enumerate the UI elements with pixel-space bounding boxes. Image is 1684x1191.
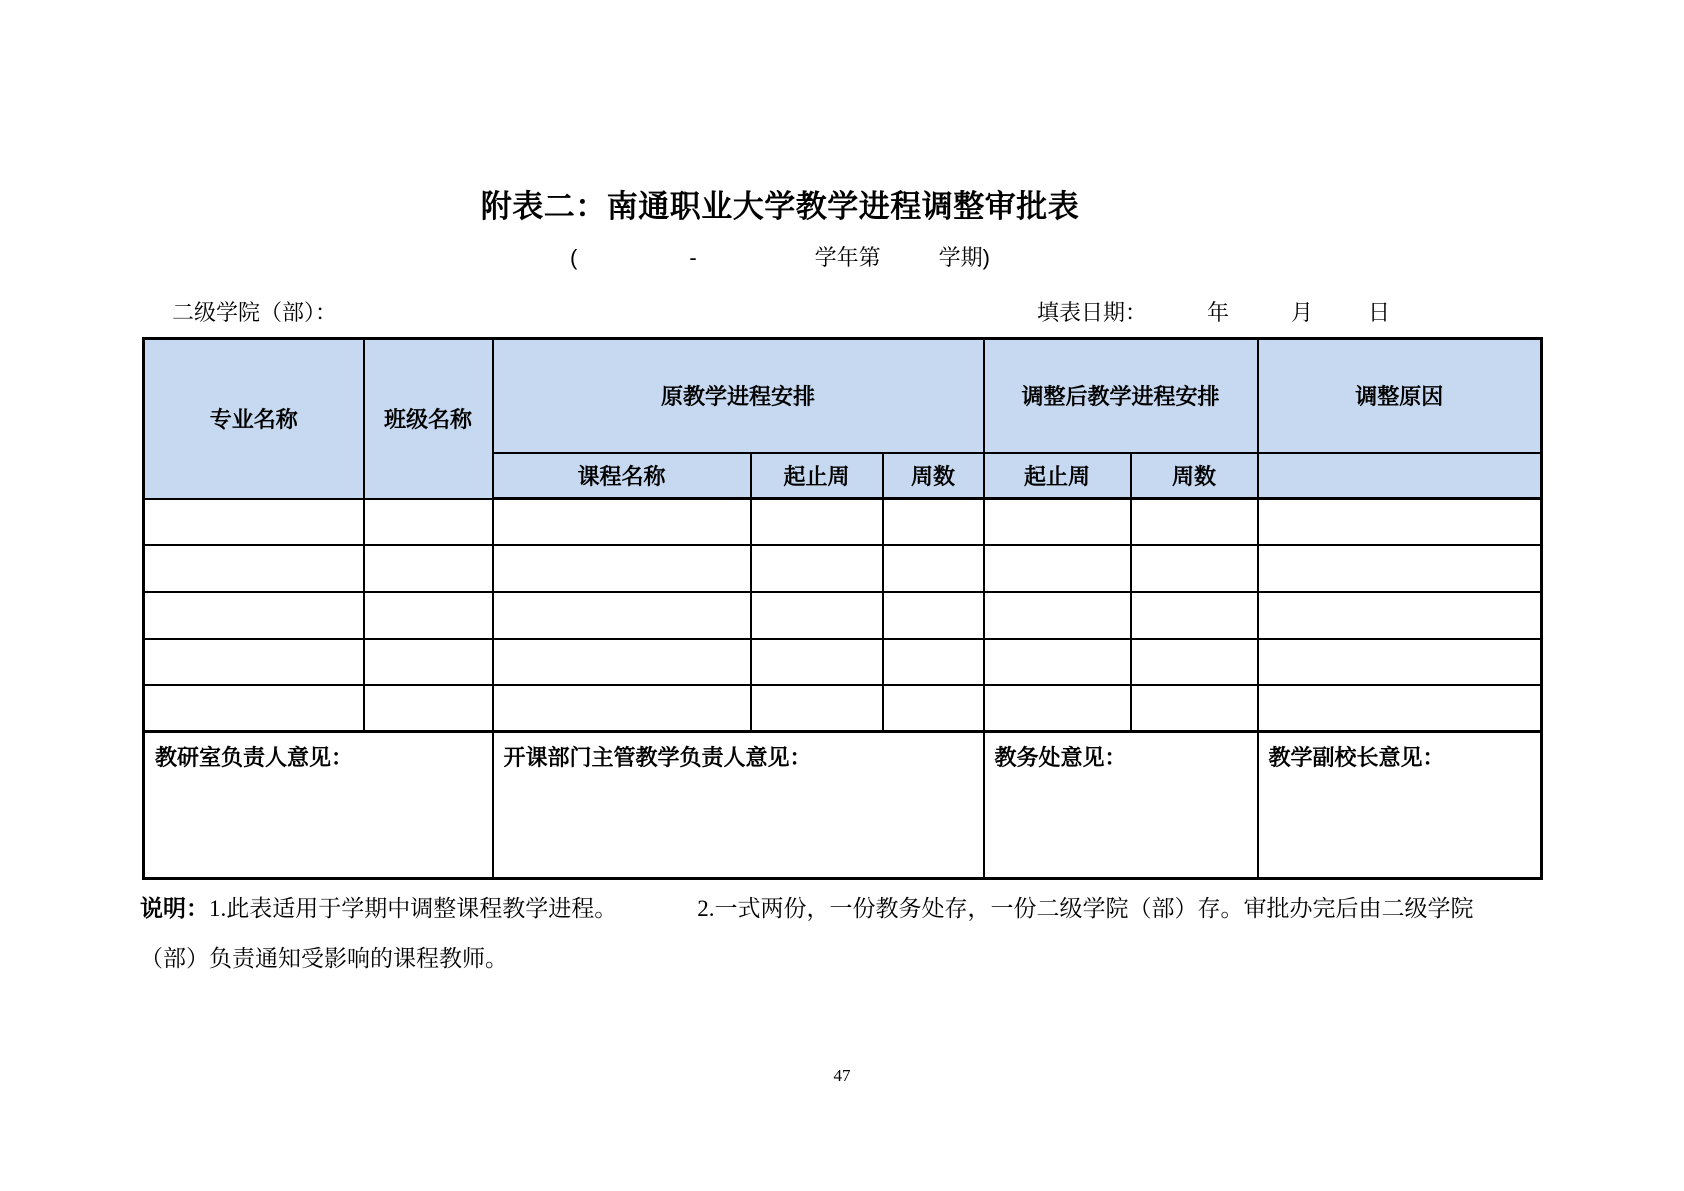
opinion-academic-affairs: 教务处意见： <box>984 732 1258 879</box>
empty-cell <box>1131 499 1258 545</box>
empty-cell <box>364 545 493 592</box>
empty-cell <box>984 592 1131 639</box>
empty-cell <box>144 639 364 685</box>
college-label: 二级学院（部）： <box>172 300 338 325</box>
empty-cell <box>144 545 364 592</box>
header-original-weeks: 周数 <box>883 453 984 499</box>
header-original-schedule-group: 原教学进程安排 <box>493 339 984 453</box>
empty-cell <box>1131 639 1258 685</box>
opinion-research-office: 教研室负责人意见： <box>144 732 493 879</box>
table-row <box>144 592 1542 639</box>
empty-cell <box>883 639 984 685</box>
table-row <box>144 685 1542 732</box>
opinion-vice-president: 教学副校长意见： <box>1258 732 1542 879</box>
subtitle-academic-year-label: 学年第 <box>814 245 881 270</box>
empty-cell <box>1258 639 1542 685</box>
table-row <box>144 639 1542 685</box>
empty-cell <box>493 592 751 639</box>
header-adjusted-schedule-group: 调整后教学进程安排 <box>984 339 1258 453</box>
info-line <box>0 296 1684 324</box>
subtitle-line <box>0 241 1560 272</box>
empty-cell <box>1258 499 1542 545</box>
page-title: 附表二：南通职业大学教学进程调整审批表 <box>480 189 1080 224</box>
empty-cell <box>364 592 493 639</box>
header-adjusted-start-end-week: 起止周 <box>984 453 1131 499</box>
page-number: 47 <box>833 1066 851 1085</box>
empty-cell <box>493 545 751 592</box>
notes-label: 说明： <box>140 896 209 921</box>
subtitle-open-paren: ( <box>570 245 578 270</box>
subtitle-term-label: 学期) <box>938 245 990 270</box>
empty-cell <box>883 499 984 545</box>
empty-cell <box>984 545 1131 592</box>
header-course-name: 课程名称 <box>493 453 751 499</box>
date-year-label: 年 <box>1207 300 1230 325</box>
note-item-2: 2.一式两份，一份教务处存，一份二级学院（部）存。审批办完后由二级学院 <box>697 896 1474 921</box>
approval-table <box>142 337 1543 880</box>
empty-cell <box>751 499 883 545</box>
subtitle-dash: - <box>689 245 697 270</box>
note-item-2-continued: （部）负责通知受影响的课程教师。 <box>140 946 508 971</box>
empty-cell <box>493 639 751 685</box>
header-class-name: 班级名称 <box>364 339 493 499</box>
notes-line-1 <box>140 884 1552 934</box>
empty-cell <box>1258 592 1542 639</box>
empty-cell <box>493 499 751 545</box>
empty-cell <box>1258 545 1542 592</box>
table-row <box>144 499 1542 545</box>
table-row <box>144 545 1542 592</box>
empty-cell <box>364 685 493 732</box>
empty-cell <box>984 639 1131 685</box>
opinion-course-department: 开课部门主管教学负责人意见： <box>493 732 984 879</box>
empty-cell <box>144 685 364 732</box>
empty-cell <box>883 685 984 732</box>
empty-cell <box>1131 545 1258 592</box>
empty-cell <box>883 545 984 592</box>
empty-cell <box>364 639 493 685</box>
header-adjust-reason: 调整原因 <box>1258 339 1542 453</box>
empty-cell <box>751 592 883 639</box>
empty-cell <box>144 499 364 545</box>
empty-cell <box>364 499 493 545</box>
notes-paragraph <box>140 884 1552 984</box>
header-adjusted-weeks: 周数 <box>1131 453 1258 499</box>
date-day-label: 日 <box>1368 300 1391 325</box>
empty-cell <box>493 685 751 732</box>
header-row-groups <box>144 339 1542 453</box>
note-item-1: 1.此表适用于学期中调整课程教学进程。 <box>209 896 618 921</box>
empty-cell <box>1131 685 1258 732</box>
empty-cell <box>144 592 364 639</box>
empty-cell <box>751 545 883 592</box>
empty-cell <box>984 499 1131 545</box>
notes-line-2 <box>140 934 1552 984</box>
header-reason-empty-cell <box>1258 453 1542 499</box>
opinion-row <box>144 732 1542 879</box>
header-major-name: 专业名称 <box>144 339 364 499</box>
fill-date-label: 填表日期： <box>1037 300 1148 325</box>
empty-cell <box>1258 685 1542 732</box>
empty-cell <box>984 685 1131 732</box>
empty-cell <box>883 592 984 639</box>
empty-cell <box>1131 592 1258 639</box>
empty-cell <box>751 685 883 732</box>
empty-cell <box>751 639 883 685</box>
fill-date-group <box>1037 296 1390 327</box>
date-month-label: 月 <box>1291 300 1314 325</box>
header-original-start-end-week: 起止周 <box>751 453 883 499</box>
